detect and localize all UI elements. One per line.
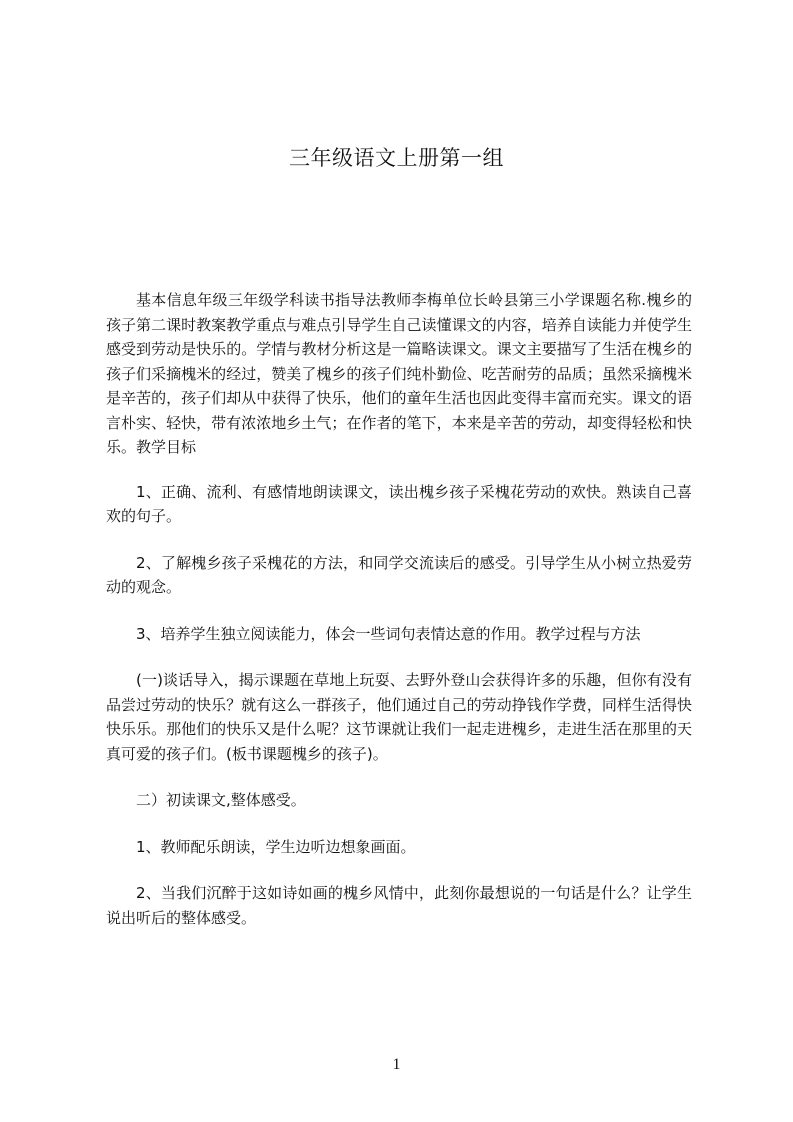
paragraph-goal-1: 1、正确、流利、有感情地朗读课文，读出槐乡孩子采槐花劳动的欢快。熟读自己喜欢的句子。 <box>106 482 692 525</box>
paragraph-goal-3: 3、培养学生独立阅读能力，体会一些词句表情达意的作用。教学过程与方法 <box>136 624 641 643</box>
document-body <box>106 288 692 952</box>
paragraph-step-1-intro: (一)谈话导入，揭示课题在草地上玩耍、去野外登山会获得许多的乐趣，但你有没有品尝过劳动的快乐？就有这么一群孩子，他们通过自己的劳动挣钱作学费，同样生活得快快乐乐。那他们的快乐又是什么呢？这节课就让我们一起走进槐乡，走进生活在那里的天真可爱的孩子们。(板书课题槐乡的孩子)。 <box>106 671 692 763</box>
paragraph-step-2-item-1: 1、教师配乐朗读，学生边听边想象画面。 <box>136 837 416 856</box>
paragraph-step-2-item-2: 2、当我们沉醉于这如诗如画的槐乡风情中，此刻你最想说的一句话是什么？让学生说出听后的整体感受。 <box>106 884 692 927</box>
paragraph-basic-info: 基本信息年级三年级学科读书指导法教师李梅单位长岭县第三小学课题名称.槐乡的孩子第二课时教案教学重点与难点引导学生自己读懂课文的内容，培养自读能力并使学生感受到劳动是快乐的。学情与教材分析这是一篇略读课文。课文主要描写了生活在槐乡的孩子们采摘槐米的经过，赞美了槐乡的孩子们纯朴勤俭、吃苦耐劳的品质；虽然采摘槐米是辛苦的，孩子们却从中获得了快乐，他们的童年生活也因此变得丰富而充实。课文的语言朴实、轻快，带有浓浓地乡土气；在作者的笔下，本来是辛苦的劳动，却变得轻松和快乐。教学目标 <box>106 291 692 456</box>
page-number: 1 <box>392 1056 401 1073</box>
document-title: 三年级语文上册第一组 <box>289 146 504 170</box>
paragraph-goal-2: 2、了解槐乡孩子采槐花的方法，和同学交流读后的感受。引导学生从小树立热爱劳动的观念。 <box>106 553 692 596</box>
paragraph-step-2-heading: 二）初读课文,整体感受。 <box>136 791 306 809</box>
